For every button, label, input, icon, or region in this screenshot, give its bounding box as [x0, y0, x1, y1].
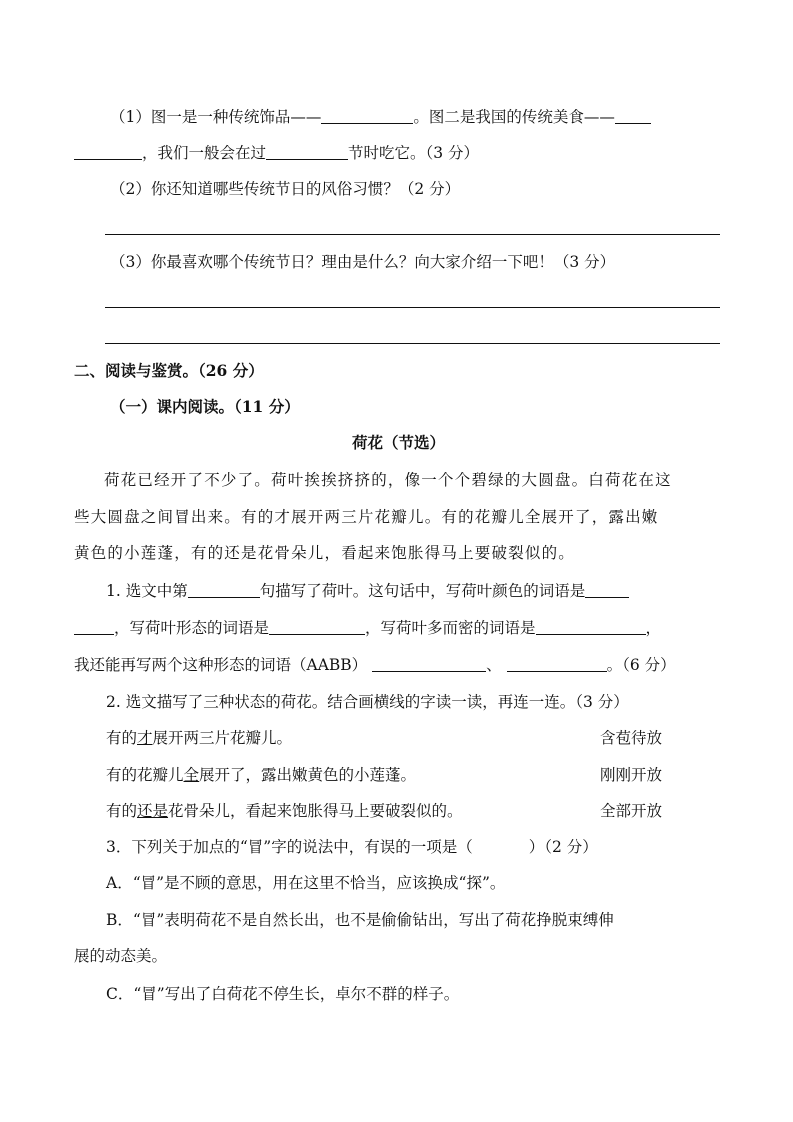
- q1-line2: [74, 143, 479, 163]
- question-1-line2: [74, 618, 661, 638]
- match-right-item[interactable]: 含苞待放: [600, 729, 663, 747]
- question-1-line3: [74, 655, 676, 675]
- answer-line[interactable]: [105, 234, 720, 235]
- question-text: ，写荷叶形态的词语是: [114, 619, 270, 637]
- q1-line1: [110, 107, 651, 127]
- answer-blank[interactable]: [615, 107, 651, 124]
- match-right-item[interactable]: 全部开放: [600, 802, 663, 820]
- option-b-line2: 展的动态美。: [74, 947, 168, 965]
- question-text: 3．下列关于加点的“冒”字的说法中，有误的一项是（: [106, 838, 473, 856]
- passage-line: 些大圆盘之间冒出来。有的才展开两三片花瓣儿。有的花瓣儿全展开了，露出嫩: [74, 508, 659, 526]
- option-b-line1: B．“冒”表明荷花不是自然长出，也不是偷偷钻出，写出了荷花挣脱束缚伸: [106, 911, 614, 929]
- match-text: 花骨朵儿，看起来饱胀得马上要破裂似的。: [168, 802, 463, 820]
- match-right-item[interactable]: 刚刚开放: [600, 766, 663, 784]
- answer-line[interactable]: [105, 343, 720, 344]
- answer-line[interactable]: [105, 307, 720, 308]
- q1-text: （1）图一是一种传统饰品——: [110, 108, 322, 126]
- underlined-word: 全: [183, 766, 200, 784]
- match-text: 展开两三片花瓣儿。: [152, 729, 293, 747]
- q1-text: 。图二是我国的传统美食——: [413, 108, 615, 126]
- passage-title: 荷花（节选）: [352, 434, 446, 452]
- question-text: ，: [645, 619, 662, 637]
- question-text: ，写荷叶多而密的词语是: [365, 619, 536, 637]
- answer-blank[interactable]: [74, 143, 142, 160]
- question-text: 句描写了荷叶。这句话中，写荷叶颜色的词语是: [259, 582, 586, 600]
- question-text: ）（2 分）: [528, 838, 598, 856]
- q1-text: 节时吃它。（3 分）: [348, 144, 480, 162]
- underlined-word: 还是: [137, 802, 169, 820]
- question-2-stem: 2. 选文描写了三种状态的荷花。结合画横线的字读一读，再连一连。（3 分）: [106, 693, 629, 711]
- answer-blank[interactable]: [372, 655, 486, 672]
- match-text: 有的: [106, 729, 138, 747]
- subsection-heading: （一）课内阅读。（11 分）: [110, 397, 300, 416]
- answer-blank[interactable]: [321, 107, 413, 124]
- q1-text: ，我们一般会在过: [142, 144, 267, 162]
- option-a: A．“冒”是不顾的意思，用在这里不恰当，应该换成“探”。: [106, 874, 506, 892]
- question-3-stem: [106, 837, 598, 857]
- answer-blank[interactable]: [536, 618, 646, 635]
- option-c: C．“冒”写出了白荷花不停生长，卓尔不群的样子。: [106, 985, 460, 1003]
- match-left-item[interactable]: [106, 765, 416, 785]
- question-text: 1. 选文中第: [106, 582, 188, 600]
- answer-blank[interactable]: [507, 655, 607, 672]
- answer-blank[interactable]: [269, 618, 365, 635]
- match-text: 展开了，露出嫩黄色的小莲蓬。: [199, 766, 417, 784]
- question-text: 、: [486, 656, 502, 674]
- passage-line: 荷花已经开了不少了。荷叶挨挨挤挤的，像一个个碧绿的大圆盘。白荷花在这: [104, 471, 672, 489]
- answer-blank[interactable]: [74, 618, 114, 635]
- section-heading: 二、阅读与鉴赏。（26 分）: [74, 361, 264, 380]
- match-left-item[interactable]: [106, 728, 292, 748]
- passage-line: 黄色的小莲蓬，有的还是花骨朵儿，看起来饱胀得马上要破裂似的。: [74, 544, 576, 562]
- q1-question-3: （3）你最喜欢哪个传统节日？理由是什么？向大家介绍一下吧！（3 分）: [110, 253, 616, 271]
- question-text: 。（6 分）: [606, 656, 676, 674]
- q1-question-2: （2）你还知道哪些传统节日的风俗习惯？（2 分）: [110, 180, 461, 198]
- question-1-line1: [106, 581, 629, 601]
- answer-blank[interactable]: [585, 581, 629, 598]
- question-text: 我还能再写两个这种形态的词语（AABB）: [74, 656, 368, 674]
- answer-blank[interactable]: [266, 143, 348, 160]
- answer-blank[interactable]: [188, 581, 260, 598]
- underlined-word: 才: [137, 729, 153, 747]
- match-text: 有的花瓣儿: [106, 766, 184, 784]
- match-left-item[interactable]: [106, 801, 463, 821]
- match-text: 有的: [106, 802, 138, 820]
